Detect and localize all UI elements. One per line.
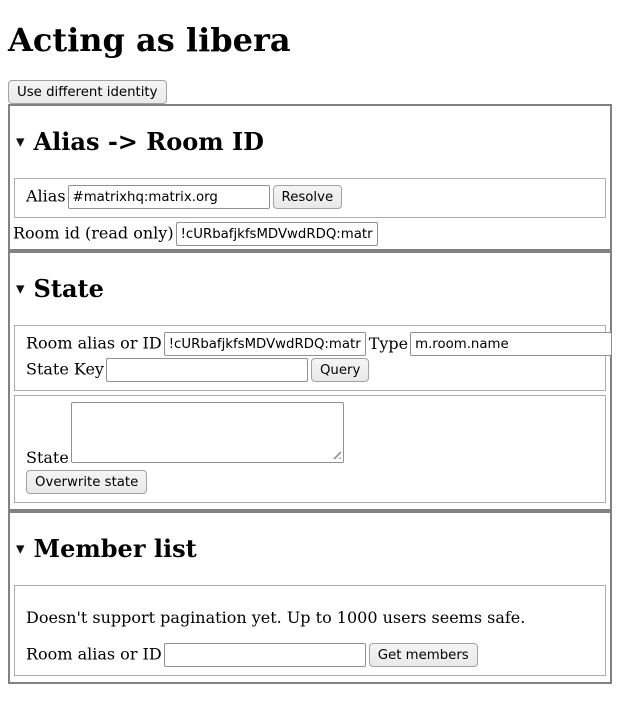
member-list-heading: Member list xyxy=(33,534,197,563)
state-textarea-wrap xyxy=(71,402,344,463)
state-type-label: Type xyxy=(368,333,409,353)
resolve-button[interactable]: Resolve xyxy=(273,185,343,209)
state-section-heading: State xyxy=(33,274,104,303)
alias-label: Alias xyxy=(26,186,66,206)
alias-section-heading: Alias -> Room ID xyxy=(33,127,264,156)
alias-input[interactable] xyxy=(68,185,270,209)
member-room-input[interactable] xyxy=(164,643,366,667)
state-edit-fieldset xyxy=(14,395,606,503)
pagination-note: Doesn't support pagination yet. Up to 1000 users seems safe. xyxy=(26,608,526,627)
disclosure-triangle-icon: ▾ xyxy=(16,132,25,152)
member-room-label: Room alias or ID xyxy=(26,644,162,664)
state-section xyxy=(8,251,612,511)
state-section-summary[interactable] xyxy=(16,275,608,303)
disclosure-triangle-icon: ▾ xyxy=(16,539,25,559)
get-members-button[interactable]: Get members xyxy=(369,643,478,667)
state-textarea-label: State xyxy=(26,448,69,467)
disclosure-triangle-icon: ▾ xyxy=(16,279,25,299)
state-key-input[interactable] xyxy=(106,358,308,382)
page-title: Acting as libera xyxy=(8,21,291,59)
state-type-input[interactable] xyxy=(410,332,612,356)
room-id-label: Room id (read only) xyxy=(13,223,174,243)
state-textarea[interactable] xyxy=(71,402,344,463)
use-different-identity-button[interactable]: Use different identity xyxy=(8,80,167,104)
state-room-label: Room alias or ID xyxy=(26,333,162,353)
state-key-label: State Key xyxy=(26,359,104,379)
member-list-fieldset xyxy=(14,585,606,676)
overwrite-state-button[interactable]: Overwrite state xyxy=(26,470,147,494)
alias-resolve-fieldset xyxy=(14,178,606,218)
member-list-section xyxy=(8,511,612,684)
state-room-input[interactable] xyxy=(164,332,366,356)
alias-section-summary[interactable] xyxy=(16,128,608,156)
state-query-fieldset xyxy=(14,325,606,391)
query-button[interactable]: Query xyxy=(311,358,369,382)
alias-section xyxy=(8,104,612,251)
room-id-input[interactable] xyxy=(176,222,378,246)
member-list-summary[interactable] xyxy=(16,535,608,563)
